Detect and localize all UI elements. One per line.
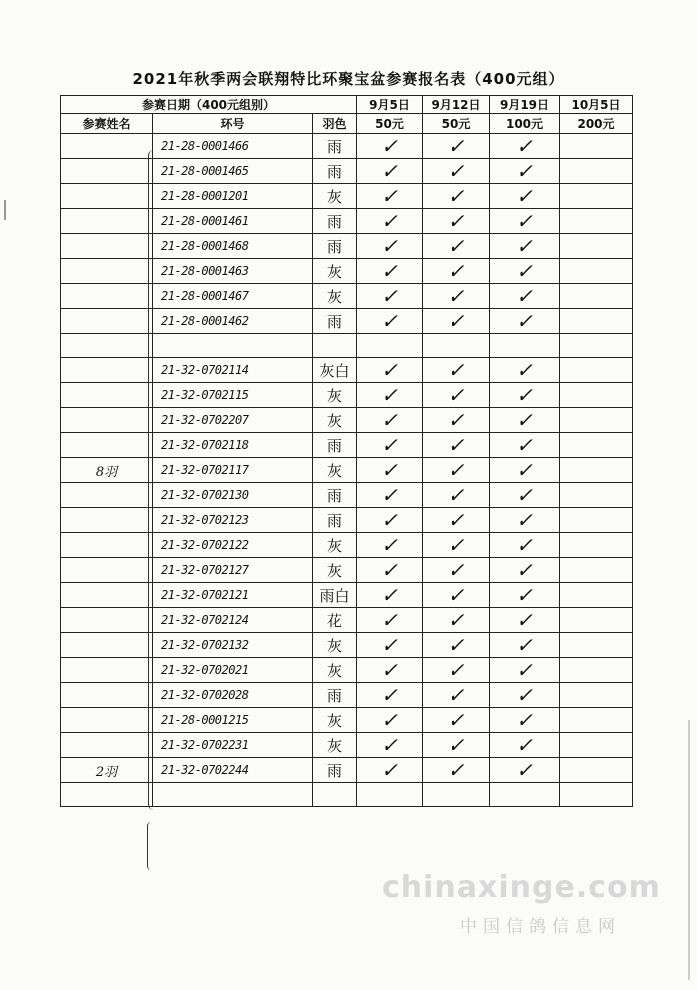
cell-check-race-2: ✓ [423, 433, 490, 458]
cell-ring: 21-28-0001463 [153, 259, 313, 284]
cell-check-race-1: ✓ [357, 708, 423, 733]
cell-check-race-4 [560, 533, 633, 558]
table-row [61, 259, 633, 284]
cell-name [61, 334, 153, 358]
table-row [61, 358, 633, 383]
cell-check-race-4 [560, 733, 633, 758]
cell-ring: 21-32-0702115 [153, 383, 313, 408]
cell-color: 灰 [313, 284, 357, 309]
cell-check-race-2: ✓ [423, 184, 490, 209]
cell-check-race-3: ✓ [490, 608, 560, 633]
cell-color: 雨 [313, 134, 357, 159]
cell-name [61, 358, 153, 383]
table-row [61, 508, 633, 533]
cell-check-race-1: ✓ [357, 184, 423, 209]
cell-name [61, 483, 153, 508]
cell-color: 灰 [313, 408, 357, 433]
cell-check-race-4 [560, 284, 633, 309]
cell-check-race-1: ✓ [357, 383, 423, 408]
header-race-date-3: 9月19日 [490, 96, 560, 114]
cell-ring: 21-32-0702121 [153, 583, 313, 608]
cell-check-race-1: ✓ [357, 558, 423, 583]
cell-color: 灰 [313, 458, 357, 483]
header-row-columns [61, 114, 633, 134]
cell-check-race-2: ✓ [423, 683, 490, 708]
table-row [61, 284, 633, 309]
registration-table [60, 95, 633, 807]
cell-check-race-4 [560, 358, 633, 383]
cell-check-race-3: ✓ [490, 383, 560, 408]
cell-check-race-2: ✓ [423, 234, 490, 259]
header-race-date-4: 10月5日 [560, 96, 633, 114]
cell-check-race-3: ✓ [490, 508, 560, 533]
table-row [61, 783, 633, 807]
cell-ring: 21-32-0702231 [153, 733, 313, 758]
table-row [61, 583, 633, 608]
cell-name [61, 558, 153, 583]
cell-ring: 21-32-0702124 [153, 608, 313, 633]
cell-name [61, 583, 153, 608]
cell-check-race-1: ✓ [357, 633, 423, 658]
cell-name [61, 408, 153, 433]
cell-check-race-4 [560, 558, 633, 583]
cell-check-race-3: ✓ [490, 209, 560, 234]
cell-check-race-4 [560, 708, 633, 733]
cell-color: 雨 [313, 209, 357, 234]
table-row [61, 483, 633, 508]
cell-ring: 21-32-0702130 [153, 483, 313, 508]
cell-ring: 21-28-0001468 [153, 234, 313, 259]
cell-check-race-4 [560, 633, 633, 658]
header-name: 参赛姓名 [61, 114, 153, 134]
cell-ring: 21-28-0001465 [153, 159, 313, 184]
cell-check-race-2: ✓ [423, 458, 490, 483]
cell-check-race-1: ✓ [357, 683, 423, 708]
cell-color [313, 783, 357, 807]
cell-name [61, 608, 153, 633]
cell-check-race-2: ✓ [423, 758, 490, 783]
cell-name [61, 508, 153, 533]
cell-name: 2羽 [61, 758, 153, 783]
cell-ring: 21-32-0702021 [153, 658, 313, 683]
group-bracket-small [147, 822, 154, 870]
cell-check-race-4 [560, 583, 633, 608]
cell-check-race-1 [357, 783, 423, 807]
cell-check-race-2: ✓ [423, 284, 490, 309]
cell-check-race-4 [560, 683, 633, 708]
cell-check-race-1: ✓ [357, 259, 423, 284]
cell-check-race-4 [560, 259, 633, 284]
cell-name [61, 633, 153, 658]
cell-check-race-2: ✓ [423, 408, 490, 433]
table-row [61, 234, 633, 259]
header-race-date-1: 9月5日 [357, 96, 423, 114]
cell-check-race-2 [423, 783, 490, 807]
cell-check-race-2: ✓ [423, 708, 490, 733]
table-row [61, 408, 633, 433]
header-race-fee-4: 200元 [560, 114, 633, 134]
cell-name [61, 259, 153, 284]
cell-check-race-4 [560, 508, 633, 533]
cell-check-race-2: ✓ [423, 358, 490, 383]
cell-check-race-3 [490, 334, 560, 358]
cell-ring: 21-28-0001215 [153, 708, 313, 733]
cell-ring: 21-28-0001462 [153, 309, 313, 334]
cell-color: 灰 [313, 259, 357, 284]
table-row [61, 184, 633, 209]
cell-check-race-1: ✓ [357, 583, 423, 608]
table-row [61, 608, 633, 633]
table-row [61, 633, 633, 658]
cell-check-race-3: ✓ [490, 758, 560, 783]
table-row [61, 558, 633, 583]
table-row [61, 309, 633, 334]
cell-color: 花 [313, 608, 357, 633]
table-row [61, 658, 633, 683]
cell-name [61, 733, 153, 758]
cell-check-race-2: ✓ [423, 733, 490, 758]
table-row [61, 209, 633, 234]
cell-color: 灰白 [313, 358, 357, 383]
cell-ring: 21-32-0702207 [153, 408, 313, 433]
cell-check-race-4 [560, 783, 633, 807]
cell-color: 灰 [313, 733, 357, 758]
cell-name [61, 184, 153, 209]
cell-check-race-4 [560, 234, 633, 259]
table-row [61, 708, 633, 733]
cell-check-race-1: ✓ [357, 134, 423, 159]
cell-name [61, 309, 153, 334]
cell-check-race-2: ✓ [423, 658, 490, 683]
cell-check-race-2: ✓ [423, 259, 490, 284]
cell-name [61, 234, 153, 259]
cell-check-race-1: ✓ [357, 234, 423, 259]
cell-check-race-3: ✓ [490, 708, 560, 733]
cell-check-race-3: ✓ [490, 259, 560, 284]
cell-check-race-4 [560, 184, 633, 209]
cell-name [61, 383, 153, 408]
cell-check-race-3: ✓ [490, 658, 560, 683]
cell-check-race-3: ✓ [490, 558, 560, 583]
cell-check-race-2: ✓ [423, 159, 490, 184]
scan-mark [4, 200, 6, 220]
cell-ring: 21-28-0001466 [153, 134, 313, 159]
cell-ring: 21-32-0702118 [153, 433, 313, 458]
cell-check-race-3: ✓ [490, 234, 560, 259]
cell-check-race-1: ✓ [357, 309, 423, 334]
cell-ring: 21-32-0702028 [153, 683, 313, 708]
cell-check-race-3: ✓ [490, 633, 560, 658]
cell-check-race-1: ✓ [357, 358, 423, 383]
header-race-date-2: 9月12日 [423, 96, 490, 114]
table-row [61, 433, 633, 458]
cell-check-race-4 [560, 658, 633, 683]
header-color: 羽色 [313, 114, 357, 134]
cell-color: 雨 [313, 758, 357, 783]
cell-check-race-3: ✓ [490, 483, 560, 508]
cell-check-race-3 [490, 783, 560, 807]
cell-check-race-4 [560, 159, 633, 184]
cell-ring: 21-32-0702132 [153, 633, 313, 658]
table-row [61, 383, 633, 408]
cell-check-race-4 [560, 309, 633, 334]
cell-color: 雨 [313, 309, 357, 334]
cell-name [61, 284, 153, 309]
cell-check-race-2: ✓ [423, 209, 490, 234]
cell-ring: 21-32-0702244 [153, 758, 313, 783]
cell-name [61, 783, 153, 807]
cell-check-race-3: ✓ [490, 458, 560, 483]
cell-color: 雨 [313, 234, 357, 259]
cell-check-race-3: ✓ [490, 683, 560, 708]
watermark-site-name: 中国信鸽信息网 [460, 917, 621, 937]
cell-check-race-1: ✓ [357, 209, 423, 234]
cell-check-race-1: ✓ [357, 758, 423, 783]
cell-ring: 21-32-0702127 [153, 558, 313, 583]
group-bracket [148, 150, 157, 810]
cell-check-race-4 [560, 608, 633, 633]
cell-color [313, 334, 357, 358]
cell-check-race-2: ✓ [423, 608, 490, 633]
table-row [61, 533, 633, 558]
cell-check-race-3: ✓ [490, 583, 560, 608]
cell-check-race-2: ✓ [423, 583, 490, 608]
header-ring: 环号 [153, 114, 313, 134]
cell-name [61, 159, 153, 184]
cell-check-race-1: ✓ [357, 533, 423, 558]
cell-name [61, 708, 153, 733]
cell-color: 雨白 [313, 583, 357, 608]
cell-name [61, 683, 153, 708]
cell-check-race-3: ✓ [490, 134, 560, 159]
cell-name [61, 209, 153, 234]
header-race-fee-2: 50元 [423, 114, 490, 134]
table-row [61, 159, 633, 184]
cell-check-race-4 [560, 134, 633, 159]
cell-check-race-4 [560, 758, 633, 783]
table-row [61, 334, 633, 358]
header-date-label: 参赛日期（400元组别） [61, 96, 357, 114]
cell-check-race-4 [560, 483, 633, 508]
form-title: 2021年秋季两会联翔特比环聚宝盆参赛报名表（400元组） [132, 70, 565, 88]
cell-check-race-1: ✓ [357, 433, 423, 458]
cell-ring: 21-28-0001201 [153, 184, 313, 209]
table-row [61, 683, 633, 708]
cell-check-race-1: ✓ [357, 483, 423, 508]
scan-edge [688, 720, 690, 980]
cell-check-race-3: ✓ [490, 159, 560, 184]
cell-ring: 21-32-0702117 [153, 458, 313, 483]
cell-name [61, 533, 153, 558]
cell-color: 灰 [313, 383, 357, 408]
cell-check-race-2: ✓ [423, 383, 490, 408]
cell-color: 灰 [313, 558, 357, 583]
cell-check-race-2: ✓ [423, 508, 490, 533]
cell-check-race-3: ✓ [490, 533, 560, 558]
cell-check-race-3: ✓ [490, 408, 560, 433]
cell-ring [153, 783, 313, 807]
cell-color: 灰 [313, 533, 357, 558]
cell-color: 雨 [313, 483, 357, 508]
cell-check-race-4 [560, 209, 633, 234]
cell-check-race-4 [560, 408, 633, 433]
cell-check-race-3: ✓ [490, 358, 560, 383]
cell-name [61, 134, 153, 159]
table-row [61, 458, 633, 483]
cell-check-race-1: ✓ [357, 508, 423, 533]
cell-check-race-4 [560, 458, 633, 483]
table-row [61, 733, 633, 758]
cell-name [61, 433, 153, 458]
cell-check-race-1: ✓ [357, 658, 423, 683]
cell-check-race-4 [560, 383, 633, 408]
cell-check-race-1: ✓ [357, 408, 423, 433]
cell-color: 灰 [313, 658, 357, 683]
cell-name: 8羽 [61, 458, 153, 483]
cell-check-race-1: ✓ [357, 159, 423, 184]
cell-color: 雨 [313, 683, 357, 708]
cell-check-race-2: ✓ [423, 134, 490, 159]
cell-check-race-3: ✓ [490, 184, 560, 209]
cell-check-race-4 [560, 334, 633, 358]
cell-check-race-2: ✓ [423, 558, 490, 583]
cell-check-race-2: ✓ [423, 309, 490, 334]
cell-ring: 21-28-0001467 [153, 284, 313, 309]
watermark-domain: chinaxinge.com [382, 870, 661, 905]
cell-check-race-2: ✓ [423, 533, 490, 558]
cell-check-race-1 [357, 334, 423, 358]
cell-ring [153, 334, 313, 358]
cell-ring: 21-32-0702122 [153, 533, 313, 558]
cell-ring: 21-28-0001461 [153, 209, 313, 234]
header-row-dates [61, 96, 633, 114]
cell-color: 雨 [313, 433, 357, 458]
cell-color: 雨 [313, 159, 357, 184]
cell-check-race-1: ✓ [357, 733, 423, 758]
table-row [61, 134, 633, 159]
header-race-fee-3: 100元 [490, 114, 560, 134]
cell-name [61, 658, 153, 683]
cell-ring: 21-32-0702114 [153, 358, 313, 383]
cell-check-race-1: ✓ [357, 284, 423, 309]
header-race-fee-1: 50元 [357, 114, 423, 134]
cell-color: 灰 [313, 633, 357, 658]
cell-check-race-1: ✓ [357, 608, 423, 633]
cell-check-race-3: ✓ [490, 284, 560, 309]
cell-color: 灰 [313, 708, 357, 733]
cell-check-race-1: ✓ [357, 458, 423, 483]
cell-color: 灰 [313, 184, 357, 209]
cell-check-race-3: ✓ [490, 733, 560, 758]
table-row [61, 758, 633, 783]
cell-check-race-2: ✓ [423, 633, 490, 658]
cell-check-race-3: ✓ [490, 309, 560, 334]
cell-check-race-2 [423, 334, 490, 358]
cell-check-race-3: ✓ [490, 433, 560, 458]
cell-check-race-2: ✓ [423, 483, 490, 508]
cell-color: 雨 [313, 508, 357, 533]
cell-check-race-4 [560, 433, 633, 458]
cell-ring: 21-32-0702123 [153, 508, 313, 533]
